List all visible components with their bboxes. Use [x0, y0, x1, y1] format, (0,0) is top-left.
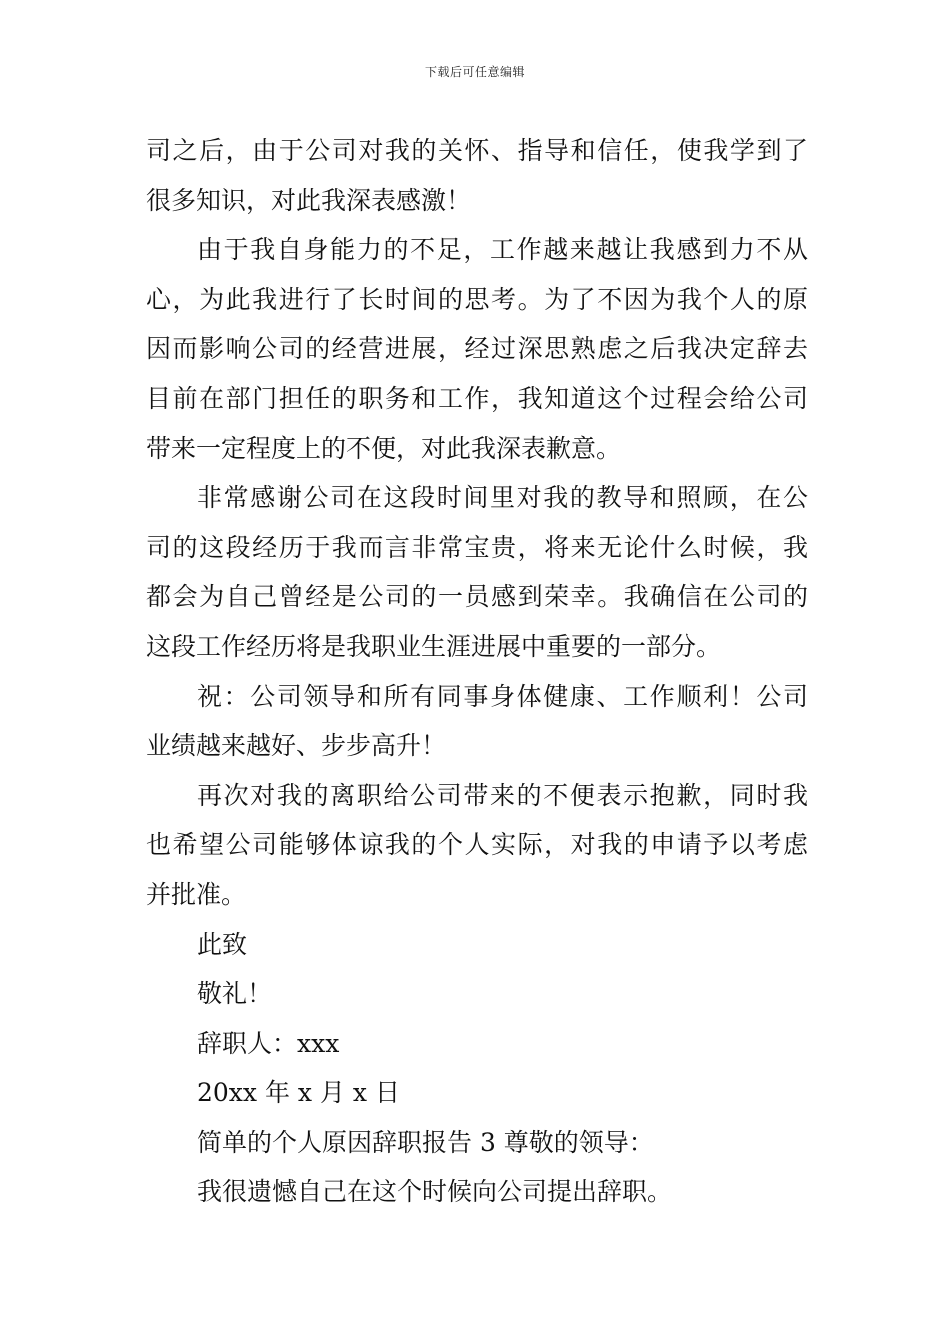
paragraph-start-line: 再次对我的离职给公司带来的不便表示抱歉，同时我: [197, 780, 808, 810]
text-line: 因而影响公司的经营进展，经过深思熟虑之后我决定辞去: [146, 334, 808, 364]
closing-regards: 敬礼！: [197, 979, 273, 1009]
text-line: 也希望公司能够体谅我的个人实际，对我的申请予以考虑: [146, 830, 808, 860]
text-line: 业绩越来越好、步步高升！: [146, 731, 447, 761]
section-heading-line: 简单的个人原因辞职报告 3 尊敬的领导：: [197, 1127, 654, 1157]
paragraph-start-line: 我很遗憾自己在这个时候向公司提出辞职。: [197, 1177, 673, 1207]
paragraph-start-line: 非常感谢公司在这段时间里对我的教导和照顾，在公: [197, 483, 808, 513]
page-header: 下载后可任意编辑: [424, 65, 525, 79]
text-line: 带来一定程度上的不便，对此我深表歉意。: [146, 433, 622, 463]
text-line: 目前在部门担任的职务和工作，我知道这个过程会给公司: [146, 383, 808, 413]
text-line: 这段工作经历将是我职业生涯进展中重要的一部分。: [146, 631, 722, 661]
text-line: 都会为自己曾经是公司的一员感到荣幸。我确信在公司的: [146, 582, 808, 612]
closing-salutation: 此致: [197, 929, 248, 959]
text-line: 司之后，由于公司对我的关怀、指导和信任，使我学到了: [146, 136, 808, 165]
document-body: [146, 126, 808, 1217]
date-line: 20xx 年 x 月 x 日: [197, 1078, 400, 1108]
text-line: 心，为此我进行了长时间的思考。为了不因为我个人的原: [146, 284, 808, 314]
paragraph-start-line: 祝：公司领导和所有同事身体健康、工作顺利！公司: [197, 681, 808, 711]
text-line: 并批准。: [146, 879, 247, 909]
signature-line: 辞职人：xxx: [197, 1028, 340, 1058]
paragraph-start-line: 由于我自身能力的不足，工作越来越让我感到力不从: [197, 235, 808, 265]
text-line: 很多知识，对此我深表感激！: [146, 185, 472, 215]
text-line: 司的这段经历于我而言非常宝贵，将来无论什么时候，我: [146, 532, 808, 562]
